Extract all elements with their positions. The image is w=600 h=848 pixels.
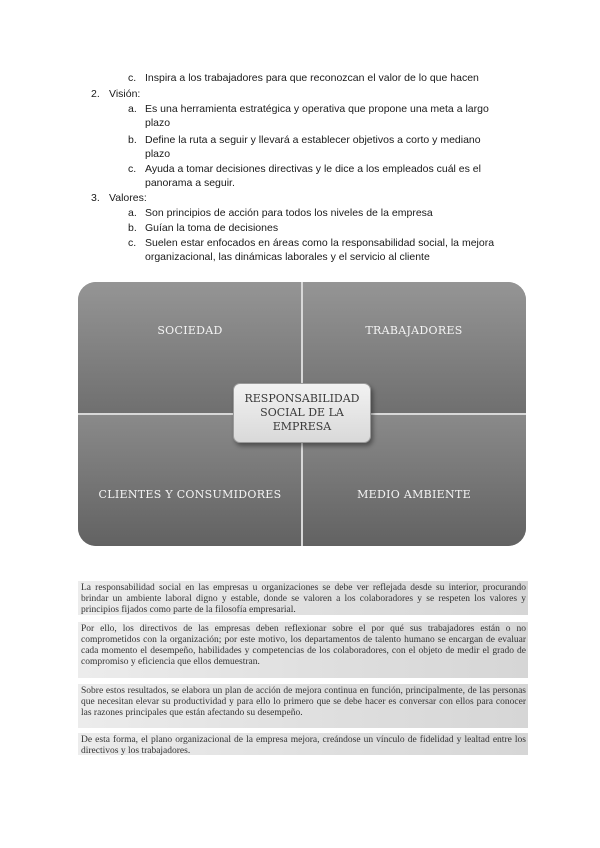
list-marker: b. — [128, 134, 137, 146]
list-text: Es una herramienta estratégica y operativa que propone una meta a largo — [145, 103, 489, 115]
csr-diagram — [78, 282, 526, 546]
list-marker: a. — [128, 207, 137, 219]
paragraph-block: Sobre estos resultados, se elabora un plan de acción de mejora continua en función, principalmente, de las personas que necesitan elevar su productividad y para ello lo primero que se debe hacer es conversar con ellos para conocer las razones principales que están afectando su desempeño. — [78, 684, 528, 728]
list-text: Suelen estar enfocados en áreas como la responsabilidad social, la mejora — [145, 237, 495, 249]
list-text: Ayuda a tomar decisiones directivas y le dice a los empleados cuál es el — [145, 163, 481, 175]
paragraph-block: De esta forma, el plano organizacional de la empresa mejora, creándose un vínculo de fidelidad y lealtad entre los directivos y los trabajadores. — [78, 733, 528, 755]
list-text: Son principios de acción para todos los niveles de la empresa — [145, 207, 433, 219]
list-marker: a. — [128, 103, 137, 115]
center-box-csr: RESPONSABILIDAD SOCIAL DE LA EMPRESA — [233, 383, 371, 443]
list-marker: c. — [128, 72, 137, 84]
list-marker: c. — [128, 163, 137, 175]
list-text: plazo — [145, 117, 171, 129]
paragraph-block: La responsabilidad social en las empresas u organizaciones se debe ver reflejada desde su interior, procurando brindar un ambiente laboral digno y estable, donde se valoren a los colaboradores y se respeten los valores y principios fijados como parte de la filosofía empresarial. — [78, 581, 528, 615]
list-text: organizacional, las dinámicas laborales y el servicio al cliente — [145, 251, 430, 263]
list-marker: b. — [128, 222, 137, 234]
list-text: Visión: — [109, 88, 141, 100]
label-environment: MEDIO AMBIENTE — [357, 488, 471, 501]
list-marker: 3. — [91, 192, 100, 204]
list-text: panorama a seguir. — [145, 177, 235, 189]
list-text: Inspira a los trabajadores para que reconozcan el valor de lo que hacen — [145, 72, 479, 84]
list-text: plazo — [145, 148, 171, 160]
label-society: SOCIEDAD — [157, 324, 223, 337]
list-marker: 2. — [91, 88, 100, 100]
paragraph-block: Por ello, los directivos de las empresas deben reflexionar sobre el por qué sus trabajadores están o no comprometidos con la organización; por este motivo, los departamentos de talento humano se encargan de evaluar cada momento el desempeño, habilidades y competencias de los colaboradores, con el objeto de medir el grado de compromiso y eficiencia que ellos demuestran. — [78, 622, 528, 678]
list-marker: c. — [128, 237, 137, 249]
list-text: Define la ruta a seguir y llevará a establecer objetivos a corto y mediano — [145, 134, 481, 146]
list-text: Guían la toma de decisiones — [145, 222, 279, 234]
label-customers: CLIENTES Y CONSUMIDORES — [98, 488, 282, 501]
label-workers: TRABAJADORES — [365, 324, 463, 337]
list-text: Valores: — [109, 192, 147, 204]
